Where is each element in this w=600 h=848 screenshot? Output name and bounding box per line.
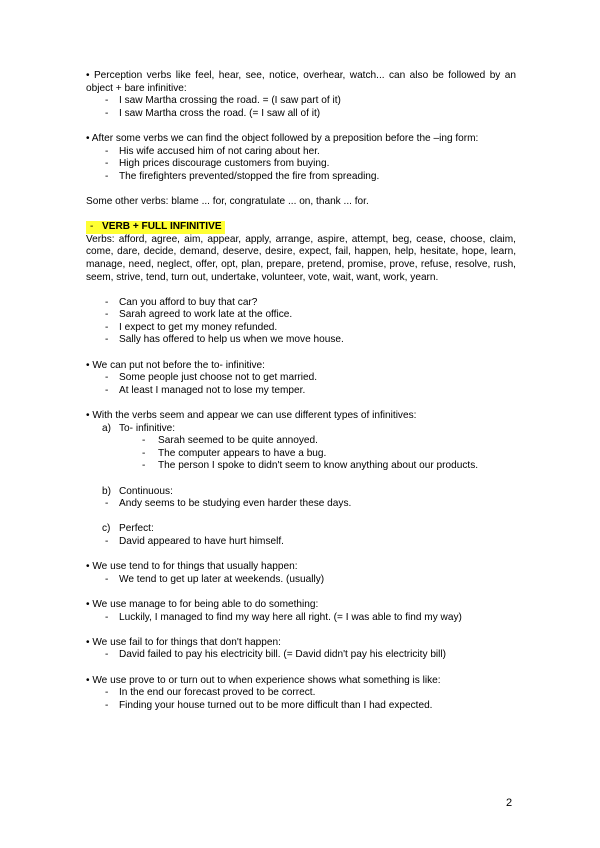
list-item: - I saw Martha cross the road. (= I saw all of it) (105, 107, 321, 119)
list-item: - His wife accused him of not caring about her. (105, 145, 320, 157)
list-item: - Andy seems to be studying even harder these days. (105, 498, 352, 510)
section-manage-to (86, 599, 516, 624)
list-item: - David failed to pay his electricity bill. (= David didn't pay his electricity bill) (105, 649, 447, 661)
document-body (86, 70, 516, 712)
section-not-to-infinitive (86, 360, 516, 398)
paragraph: • We can put not before the to- infinitive: (86, 359, 265, 371)
other-verbs-note: Some other verbs: blame ... for, congratulate ... on, thank ... for. (86, 195, 369, 207)
paragraph: • We use fail to for things that don't happen: (86, 636, 281, 648)
list-item: - The firefighters prevented/stopped the fire from spreading. (105, 170, 380, 182)
section-heading: - VERB + FULL INFINITIVE (86, 221, 516, 234)
list-item: - Finding your house turned out to be more difficult than I had expected. (105, 699, 433, 711)
list-item: - Sally has offered to help us when we move house. (105, 334, 344, 346)
paragraph: • Perception verbs like feel, hear, see, notice, overhear, watch... can also be followed by an object + bare infinitive: (86, 70, 516, 94)
list-item: - I saw Martha crossing the road. = (I saw part of it) (105, 95, 341, 107)
section-fail-to (86, 637, 516, 662)
paragraph: • After some verbs we can find the object followed by a preposition before the –ing form: (86, 132, 479, 144)
list-item: - In the end our forecast proved to be correct. (105, 687, 316, 699)
list-item: - Some people just choose not to get married. (105, 372, 318, 384)
list-item: - Luckily, I managed to find my way here all right. (= I was able to find my way) (105, 611, 462, 623)
section-seem-appear (86, 410, 516, 549)
page-number: 2 (506, 797, 513, 809)
section-perception-verbs (86, 70, 516, 120)
list-item: - Sarah seemed to be quite annoyed. (142, 435, 318, 447)
paragraph: • We use tend to for things that usually happen: (86, 561, 298, 573)
list-item: - At least I managed not to lose my temper. (105, 384, 306, 396)
lettered-item: a) To- infinitive: (102, 422, 176, 434)
verbs-list: Verbs: afford, agree, aim, appear, apply, arrange, aspire, attempt, beg, cease, choose, claim, come, dare, decide, demand, deserve, desire, expect, fail, happen, help, hesitate, hope, learn, manage, need, neglect, offer, opt, plan, prepare, pretend, promise, prove, refuse, resolve, rush, seem, strive, tend, turn out, undertake, volunteer, vote, wait, want, work, yearn. (86, 233, 516, 283)
section-prove-to (86, 675, 516, 713)
lettered-item: b) Continuous: (102, 485, 173, 497)
section-object-preposition (86, 133, 516, 183)
list-item: - David appeared to have hurt himself. (105, 535, 284, 547)
list-item: - The person I spoke to didn't seem to know anything about our products. (142, 460, 479, 472)
list-item: - Sarah agreed to work late at the office. (105, 309, 293, 321)
list-item: - Can you afford to buy that car? (105, 296, 258, 308)
paragraph: • With the verbs seem and appear we can use different types of infinitives: (86, 410, 417, 422)
lettered-item: c) Perfect: (102, 523, 154, 535)
list-item: - High prices discourage customers from buying. (105, 158, 330, 170)
section-tend-to (86, 561, 516, 586)
list-item: - We tend to get up later at weekends. (usually) (105, 573, 325, 585)
list-item: - The computer appears to have a bug. (142, 447, 327, 459)
list-item: - I expect to get my money refunded. (105, 321, 278, 333)
section-full-infinitive (86, 221, 516, 347)
paragraph: • We use manage to for being able to do something: (86, 598, 319, 610)
paragraph: • We use prove to or turn out to when experience shows what something is like: (86, 674, 441, 686)
